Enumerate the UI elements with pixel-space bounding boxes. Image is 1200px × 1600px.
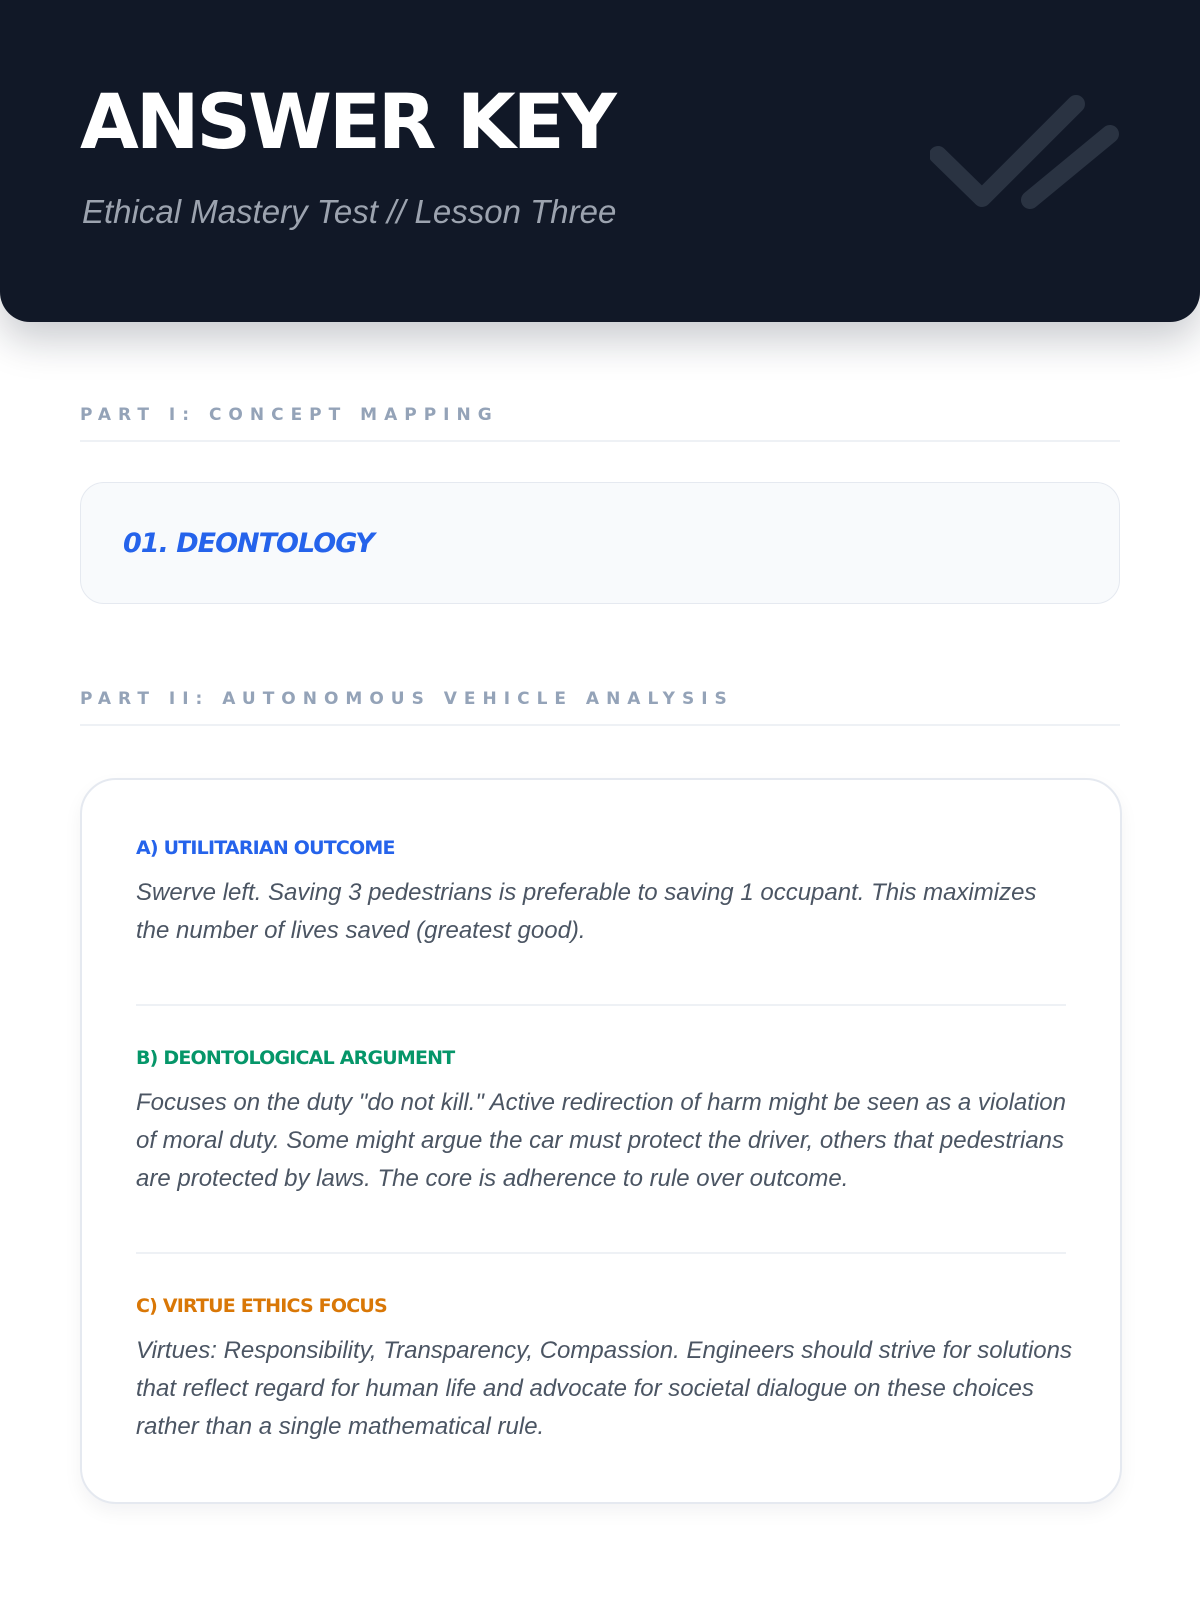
concept-answer-card [80,482,1120,604]
page-subtitle: Ethical Mastery Test // Lesson Three [82,193,617,230]
double-check-icon [930,90,1150,230]
answer-heading-utilitarian: A) UTILITARIAN OUTCOME [136,837,395,859]
concept-answer: 01. DEONTOLOGY [123,528,374,559]
answer-divider [136,1252,1066,1254]
answer-heading-deontological: B) DEONTOLOGICAL ARGUMENT [136,1047,455,1069]
answer-text-utilitarian: Swerve left. Saving 3 pedestrians is preferable to saving 1 occupant. This maximizes the number of lives saved (greatest good). [136,879,1037,944]
answer-text-deontological: Focuses on the duty "do not kill." Active redirection of harm might be seen as a violation of moral duty. Some might argue the car must protect the driver, others that pedestrians are protected by laws. The core is adherence to rule over outcome. [136,1089,1066,1192]
analysis-answer-card [80,778,1122,1504]
page-title: ANSWER KEY [80,77,614,166]
answer-heading-virtue-ethics: C) VIRTUE ETHICS FOCUS [136,1295,387,1317]
answer-divider [136,1004,1066,1006]
header-banner [0,0,1200,322]
answer-text-virtue-ethics: Virtues: Responsibility, Transparency, Compassion. Engineers should strive for solutions that reflect regard for human life and advocate for societal dialogue on these choices rather than a single mathematical rule. [136,1337,1072,1440]
section-divider [80,440,1120,442]
section-divider [80,724,1120,726]
section-label-concept-mapping: PART I: CONCEPT MAPPING [80,405,499,425]
section-label-vehicle-analysis: PART II: AUTONOMOUS VEHICLE ANALYSIS [80,689,734,709]
